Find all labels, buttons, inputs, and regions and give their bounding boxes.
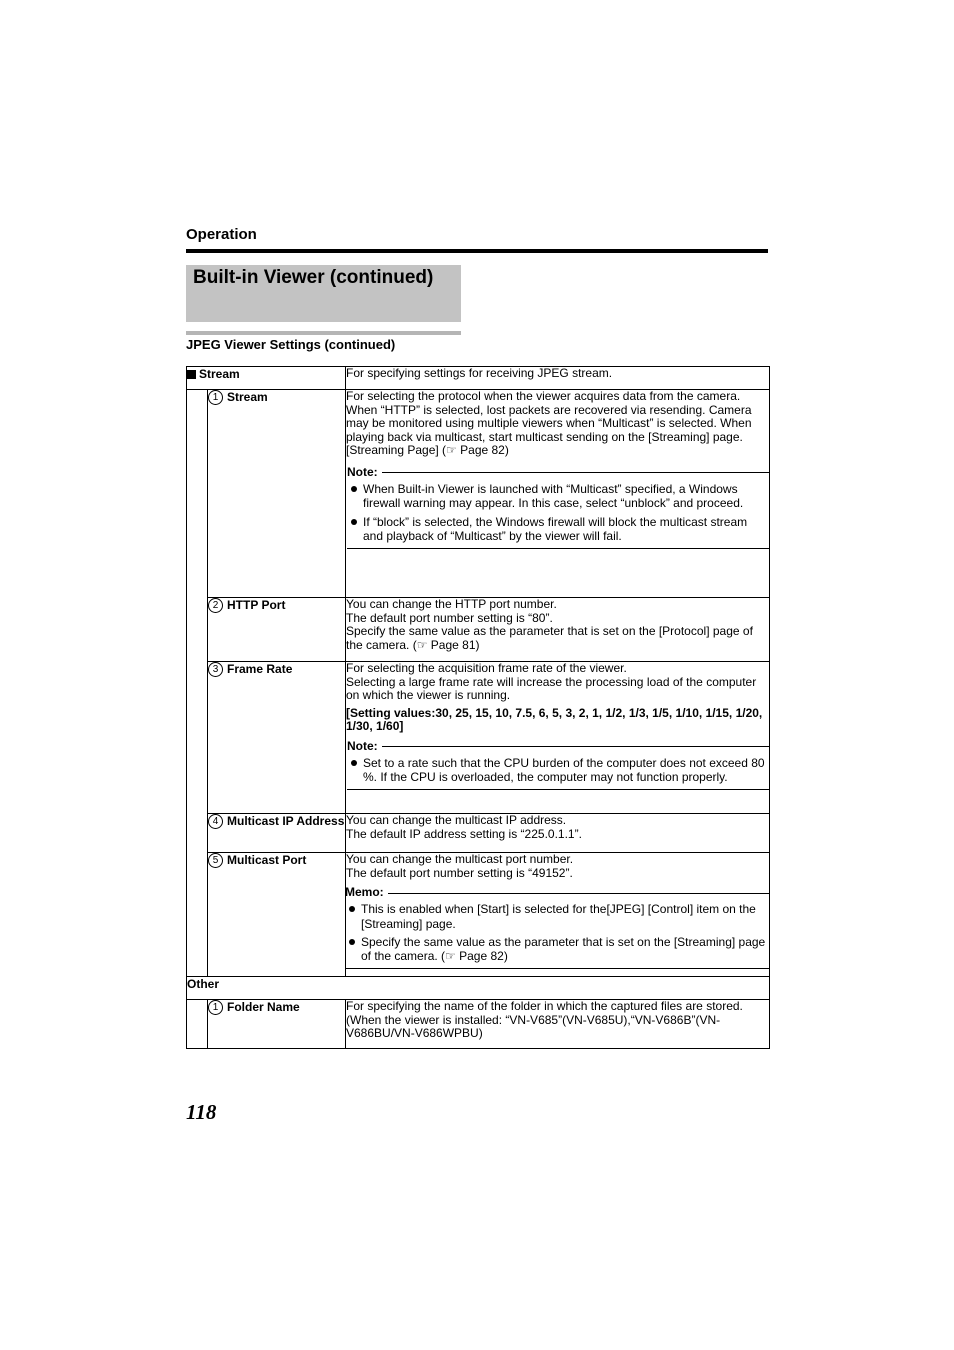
item-label-cell	[208, 598, 346, 662]
section-label: Operation	[186, 226, 257, 243]
item-label-cell	[208, 814, 346, 853]
item-label: HTTP Port	[227, 598, 286, 612]
paragraph: You can change the multicast IP address.	[346, 813, 567, 827]
bullet-icon	[351, 519, 357, 525]
paragraph: The default port number setting is “49152”.	[346, 865, 573, 880]
item-label: Multicast Port	[227, 853, 307, 867]
memo-box	[345, 886, 769, 969]
square-bullet-icon	[187, 370, 196, 379]
note-rule	[382, 746, 769, 747]
note-box	[347, 740, 769, 790]
group-description-cell	[346, 367, 770, 390]
note-rule	[382, 472, 769, 473]
group-label-cell	[187, 367, 346, 390]
note-list	[347, 756, 769, 785]
paragraph: The default IP address setting is “225.0.1.1”.	[346, 826, 582, 841]
item-content-cell	[346, 390, 770, 598]
item-label-cell	[208, 662, 346, 814]
note-box	[347, 466, 769, 549]
memo-list	[345, 902, 769, 964]
paragraph: Specify the same value as the parameter that is set on the [Protocol] page of the camera. (☞ Page 81)	[346, 624, 753, 652]
list-item	[345, 935, 769, 964]
list-item-text: When Built-in Viewer is launched with “Multicast” specified, a Windows firewall warning may appear. In this case, select “unblock” and proceed.	[363, 481, 744, 511]
paragraph: You can change the multicast port number.	[346, 852, 574, 866]
paragraph: When “HTTP” is selected, lost packets are recovered via resending. Camera may be monitored using multiple viewers when “Multicast” is selected. When playing back via multicast, start multicast sending on the [Streaming] page.	[346, 402, 752, 444]
paragraph: For selecting the acquisition frame rate of the viewer.	[346, 661, 627, 675]
table-row	[187, 598, 770, 662]
settings-table	[186, 366, 770, 1049]
item-content-cell	[346, 1000, 770, 1049]
list-item	[347, 756, 769, 785]
setting-values: [Setting values:30, 25, 15, 10, 7.5, 6, 5, 3, 2, 1, 1/2, 1/3, 1/5, 1/10, 1/15, 1/20, 1/30, 1/60]	[346, 705, 763, 734]
table-row	[187, 662, 770, 814]
bullet-icon	[351, 486, 357, 492]
subheading: JPEG Viewer Settings (continued)	[186, 337, 396, 352]
note-list	[347, 482, 769, 544]
indent-cell	[187, 390, 208, 977]
table-row-other-group	[187, 977, 770, 1000]
group-label: Stream	[199, 367, 240, 381]
group-label-cell	[187, 977, 770, 1000]
list-item	[347, 515, 769, 544]
title-underbar	[186, 331, 461, 335]
item-content-cell	[346, 662, 770, 814]
title-box	[186, 265, 461, 322]
circled-number: 4	[208, 814, 223, 829]
indent-cell	[187, 1000, 208, 1049]
memo-heading: Memo:	[345, 885, 384, 900]
bullet-icon	[349, 906, 355, 912]
item-content-cell	[346, 853, 770, 977]
paragraph: The default port number setting is “80”.	[346, 610, 553, 625]
item-label-cell	[208, 1000, 346, 1049]
note-heading: Note:	[347, 739, 378, 754]
circled-number: 2	[208, 598, 223, 613]
table-row	[187, 390, 770, 598]
item-label: Multicast IP Address	[227, 814, 345, 828]
item-label: Stream	[227, 390, 268, 404]
circled-number: 5	[208, 853, 223, 868]
group-label: Other	[187, 977, 220, 991]
memo-rule	[388, 893, 769, 894]
item-content-cell	[346, 598, 770, 662]
note-heading: Note:	[347, 465, 378, 480]
table-row	[187, 1000, 770, 1049]
page-number: 118	[186, 1100, 217, 1124]
item-label: Folder Name	[227, 1000, 300, 1014]
list-item-text: Set to a rate such that the CPU burden of the computer does not exceed 80 %. If the CPU is overloaded, the computer may not function properly.	[363, 755, 765, 785]
table-row	[187, 853, 770, 977]
paragraph: Selecting a large frame rate will increase the processing load of the computer on which the viewer is running.	[346, 674, 757, 703]
group-description: For specifying settings for receiving JPEG stream.	[346, 366, 613, 380]
circled-number: 1	[208, 390, 223, 405]
list-item	[345, 902, 769, 931]
bullet-icon	[351, 760, 357, 766]
circled-number: 1	[208, 1000, 223, 1015]
circled-number: 3	[208, 662, 223, 677]
table-row-stream-group	[187, 367, 770, 390]
item-content-cell	[346, 814, 770, 853]
table-row	[187, 814, 770, 853]
item-label: Frame Rate	[227, 662, 293, 676]
list-item-text: Specify the same value as the parameter that is set on the [Streaming] page of the camera. (☞ Page 82)	[361, 935, 766, 964]
bullet-icon	[349, 939, 355, 945]
paragraph: For selecting the protocol when the viewer acquires data from the camera.	[346, 389, 741, 403]
section-rule	[186, 249, 768, 253]
paragraph: You can change the HTTP port number.	[346, 597, 557, 611]
item-label-cell	[208, 853, 346, 977]
list-item	[347, 482, 769, 511]
list-item-text: If “block” is selected, the Windows firewall will block the multicast stream and playback of “Multicast” by the viewer will fail.	[363, 514, 748, 544]
paragraph: For specifying the name of the folder in which the captured files are stored. (When the viewer is installed: “VN-V685”(VN-V685U),“VN-V686B”(VN-V686BU/VN-V686WPBU)	[346, 999, 743, 1041]
list-item-text: This is enabled when [Start] is selected for the[JPEG] [Control] item on the [Streaming] page.	[361, 902, 756, 931]
item-label-cell	[208, 390, 346, 598]
page-reference: [Streaming Page] (☞ Page 82)	[346, 443, 509, 458]
page-title: Built-in Viewer (continued)	[193, 267, 434, 288]
